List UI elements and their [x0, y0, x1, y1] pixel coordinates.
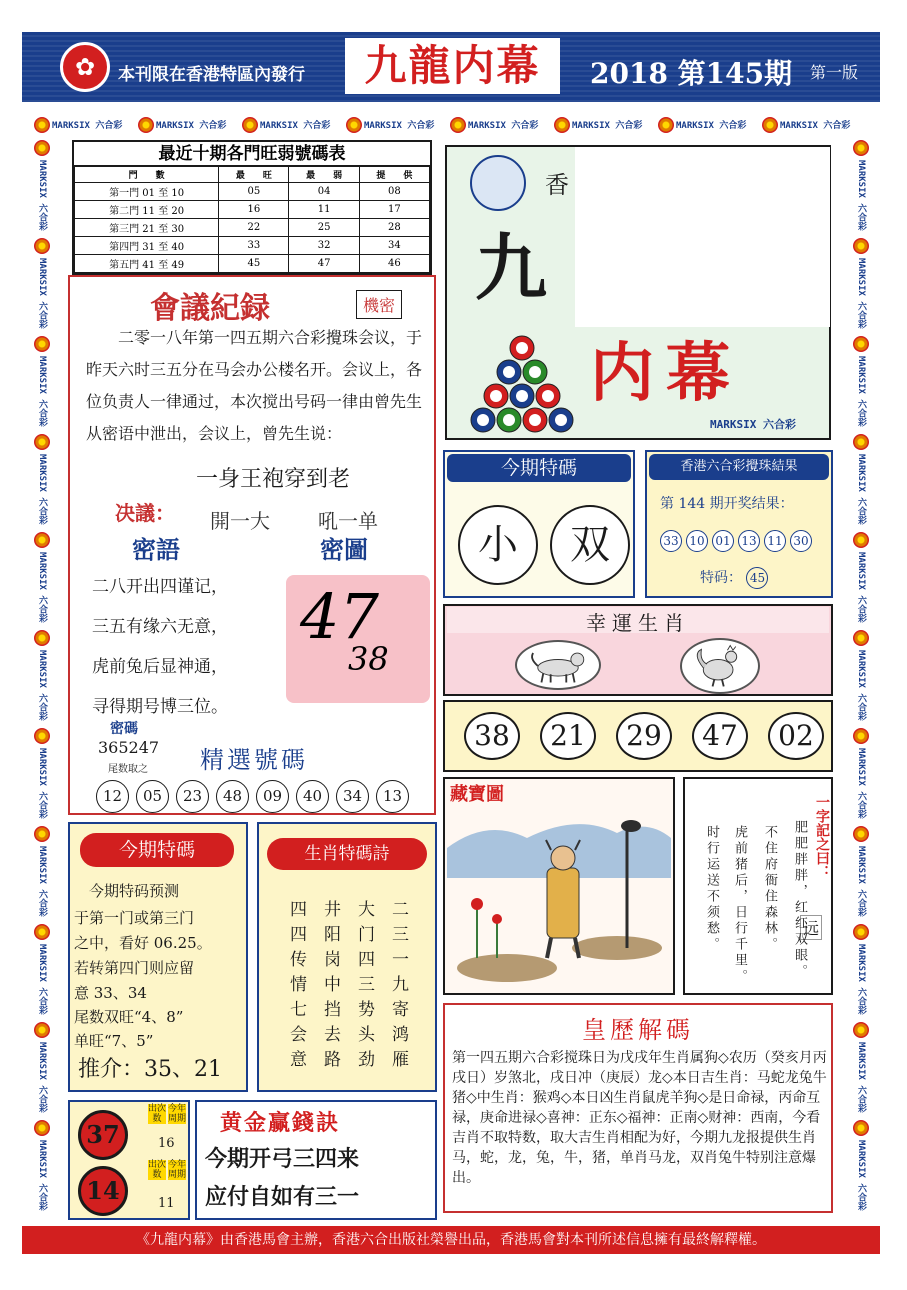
flower-icon: [34, 924, 50, 940]
word-column: 时行运送不须愁。: [704, 825, 719, 953]
table-cell: 25: [289, 219, 359, 237]
flower-icon: [853, 336, 869, 352]
flower-icon: [34, 140, 50, 156]
brand-text: MARKSIX 六合彩: [856, 748, 866, 819]
meeting-title: 會議紀録: [150, 291, 270, 326]
code-value: 365247: [98, 738, 160, 757]
flower-icon: [853, 1022, 869, 1038]
flower-icon: [853, 728, 869, 744]
draw-result-heading: 第 144 期开奖结果：: [660, 496, 794, 512]
code-label: 密碼: [110, 721, 138, 737]
table-cell: 17: [359, 201, 429, 219]
table-row: [75, 219, 430, 237]
poem-line: 三五有缘六无意，: [92, 617, 228, 637]
poster-text-xiang: 香: [545, 171, 569, 199]
prediction-line: 于第一门或第三门: [74, 909, 195, 927]
hk-emblem-logo: ✿: [60, 42, 110, 92]
poem-line: 虎前兔后显神通，: [92, 657, 228, 677]
table-cell: 08: [359, 183, 429, 201]
featured-number-ball: 02: [768, 712, 824, 760]
brand-text: MARKSIX 六合彩: [856, 356, 866, 427]
table-row: [75, 237, 430, 255]
table-cell: 28: [359, 219, 429, 237]
treasure-map-illustration: [447, 808, 671, 990]
col-header: 門 數: [75, 167, 219, 183]
emblem-icon: [470, 155, 526, 211]
result-ball: 01: [712, 530, 734, 552]
lottery-balls-pyramid-icon: [460, 330, 585, 435]
prediction-line: 之中，看好 06.25。: [74, 934, 212, 952]
special-code-title: 今期特碼: [447, 454, 631, 482]
poem-column: 大门四三势头劲: [354, 900, 374, 1075]
featured-number-ball: 47: [692, 712, 748, 760]
word-of-day-char: 远: [800, 915, 822, 940]
table-row: [75, 255, 430, 273]
flower-icon: [34, 728, 50, 744]
brand-text: MARKSIX 六合彩: [856, 552, 866, 623]
prediction-line: 今期特码预测: [74, 882, 180, 900]
selected-numbers-title: 精選號碼: [200, 746, 308, 774]
featured-number-ball: 38: [464, 712, 520, 760]
numbers-grid: [74, 166, 430, 273]
footer-disclaimer: 《九龍内幕》由香港馬會主辦，香港六合出版社榮譽出品，香港馬會對本刊所述信息擁有最終解釋權。: [22, 1226, 880, 1254]
result-ball: 13: [738, 530, 760, 552]
stat-ball: 37: [78, 1110, 128, 1160]
table-cell: 32: [289, 237, 359, 255]
flower-icon: [34, 1120, 50, 1136]
flower-icon: [34, 238, 50, 254]
flower-icon: [34, 117, 50, 133]
brand-text: MARKSIX 六合彩: [37, 650, 47, 721]
distribution-notice: 本刊限在香港特區內發行: [118, 65, 305, 85]
stat-ball: 14: [78, 1166, 128, 1216]
stat-value: 16: [158, 1136, 175, 1151]
brand-text: MARKSIX 六合彩: [856, 650, 866, 721]
flower-icon: [34, 630, 50, 646]
brand-text: MARKSIX 六合彩: [856, 454, 866, 525]
brand-text: MARKSIX 六合彩: [37, 1140, 47, 1211]
recommendation: 推介：35、21: [78, 1057, 222, 1082]
number-ball: 48: [216, 780, 249, 813]
brand-text: MARKSIX 六合彩: [156, 121, 227, 131]
treasure-map-title: 藏寶圖: [450, 784, 504, 805]
special-number: 45: [746, 567, 768, 589]
zodiac-poem-title: 生肖特碼詩: [267, 838, 427, 870]
brand-text: MARKSIX 六合彩: [780, 121, 851, 131]
flower-icon: [34, 434, 50, 450]
table-cell: 46: [359, 255, 429, 273]
flower-icon: [853, 630, 869, 646]
issue-number: 2018 第145期: [590, 57, 793, 90]
brand-text: MARKSIX 六合彩: [37, 748, 47, 819]
brand-text: MARKSIX 六合彩: [37, 552, 47, 623]
brand-text: MARKSIX 六合彩: [856, 846, 866, 917]
brand-text: MARKSIX 六合彩: [676, 121, 747, 131]
special-label: 特码：: [700, 570, 742, 586]
brand-text: MARKSIX 六合彩: [856, 1140, 866, 1211]
brand-text: MARKSIX 六合彩: [37, 944, 47, 1015]
poster-text-jiu: 九: [475, 225, 548, 310]
flower-icon: [242, 117, 258, 133]
table-cell: 34: [359, 237, 429, 255]
number-ball: 34: [336, 780, 369, 813]
stat-value: 11: [158, 1196, 175, 1211]
brand-text: MARKSIX 六合彩: [856, 258, 866, 329]
result-ball: 30: [790, 530, 812, 552]
table-cell: 22: [219, 219, 289, 237]
brand-text: MARKSIX 六合彩: [37, 1042, 47, 1113]
handwritten-hint-1: 開一大: [210, 509, 270, 533]
number-ball: 13: [376, 780, 409, 813]
number-ball: 23: [176, 780, 209, 813]
result-ball: 11: [764, 530, 786, 552]
flower-icon: [554, 117, 570, 133]
table-cell: 47: [289, 255, 359, 273]
flower-icon: [34, 1022, 50, 1038]
poem-column: 井阳岗中挡去路: [320, 900, 340, 1075]
table-cell: 11: [289, 201, 359, 219]
table-row: [75, 183, 430, 201]
stat-tag: 今年周期: [168, 1160, 187, 1180]
flower-icon: [853, 434, 869, 450]
flower-icon: [853, 826, 869, 842]
poster-text-mu: 内幕: [590, 336, 742, 411]
featured-number-ball: 21: [540, 712, 596, 760]
almanac-text: 第一四五期六合彩搅珠日为戊戌年生肖属狗◇农历（癸亥月丙戌日）岁煞北，戌日冲（庚辰）龙◇本日吉生肖：马蛇龙兔牛猪◇中生肖：猴鸡◇本日凶生肖鼠虎羊狗◇是日命禄，丙命互禄，庚命进禄◇喜神：正东◇福神：正南◇财神：西南，今看吉肖不取特数，取大吉生肖相配为好，今期九龙报提供生肖马，蛇，龙，兔，牛，猪，单肖马龙，双肖兔牛特别注意爆出。: [452, 1050, 827, 1186]
brand-text: MARKSIX 六合彩: [856, 1042, 866, 1113]
flower-icon: [34, 532, 50, 548]
brand-text: MARKSIX 六合彩: [37, 846, 47, 917]
edition-label: 第一版: [810, 63, 859, 82]
code-note: 尾数取之: [108, 764, 148, 775]
flower-icon: [853, 924, 869, 940]
brand-text: MARKSIX 六合彩: [364, 121, 435, 131]
brand-text: MARKSIX 六合彩: [37, 258, 47, 329]
number-ball: 40: [296, 780, 329, 813]
poster-blank-area: [575, 147, 830, 327]
flower-icon: [450, 117, 466, 133]
table-header-row: [75, 167, 430, 183]
almanac-title: 皇歷解碼: [582, 1016, 694, 1044]
brand-text: MARKSIX 六合彩: [856, 160, 866, 231]
masthead-title: 九龍内幕: [345, 38, 560, 94]
brand-text: MARKSIX 六合彩: [856, 944, 866, 1015]
special-even-ball: 双: [550, 505, 630, 585]
flower-icon: [853, 1120, 869, 1136]
word-column: 肥肥胖胖，红红双眼。: [792, 820, 807, 980]
poem-line: 二八开出四谨记，: [92, 577, 228, 597]
flower-icon: [34, 826, 50, 842]
flower-icon: [762, 117, 778, 133]
proverb-line: 一身王袍穿到老: [196, 467, 351, 492]
table-cell: 第二門 11 至 20: [75, 201, 219, 219]
poem-line: 寻得期号博三位。: [92, 697, 228, 717]
result-ball: 10: [686, 530, 708, 552]
flower-icon: [853, 532, 869, 548]
flower-icon: [34, 336, 50, 352]
word-column: 不住府衙住森林。: [762, 825, 777, 953]
brand-text: MARKSIX 六合彩: [37, 356, 47, 427]
table-cell: 05: [219, 183, 289, 201]
draw-special: [700, 567, 768, 589]
prediction-line: 单旺“7、5”: [74, 1032, 154, 1050]
brand-text: MARKSIX 六合彩: [260, 121, 331, 131]
flower-icon: [853, 140, 869, 156]
special-small-ball: 小: [458, 505, 538, 585]
meeting-text: 二零一八年第一四五期六合彩攪珠会议，于昨天六时三五分在马会办公楼名开。会议上，各位负责人一律通过，本次搅出号码一律由曾先生从密语中泄出，会议上，曾先生说：: [86, 328, 423, 443]
handwritten-number: 47: [300, 580, 379, 653]
gold-tip-title: 黄金赢錢訣: [220, 1110, 341, 1136]
table-cell: 04: [289, 183, 359, 201]
handwritten-number-2: 38: [348, 640, 389, 678]
col-header: 最 弱: [289, 167, 359, 183]
dog-icon: [515, 640, 601, 690]
number-ball: 05: [136, 780, 169, 813]
table-title: 最近十期各門旺弱號碼表: [74, 142, 430, 166]
secret-words-label: 密語: [132, 535, 180, 564]
prediction-line: 意 33、34: [74, 984, 147, 1002]
stat-tag: 出次数: [148, 1160, 167, 1180]
table-cell: 第四門 31 至 40: [75, 237, 219, 255]
stat-tag: 今年周期: [168, 1104, 187, 1124]
number-ball: 09: [256, 780, 289, 813]
gold-tip-line: 今期开弓三四来: [205, 1146, 360, 1172]
prediction-line: 尾数双旺“4、8”: [74, 1008, 184, 1026]
word-of-day-title: 一字記之曰：: [814, 795, 830, 879]
brand-text: MARKSIX 六合彩: [37, 454, 47, 525]
table-cell: 第一門 01 至 10: [75, 183, 219, 201]
poem-column: 四四传情七会意: [286, 900, 306, 1075]
flower-icon: [658, 117, 674, 133]
flower-icon: [138, 117, 154, 133]
table-cell: 16: [219, 201, 289, 219]
result-ball: 33: [660, 530, 682, 552]
number-ball: 12: [96, 780, 129, 813]
featured-number-ball: 29: [616, 712, 672, 760]
table-cell: 第三門 21 至 30: [75, 219, 219, 237]
brand-text: MARKSIX 六合彩: [52, 121, 123, 131]
brand-text: MARKSIX 六合彩: [572, 121, 643, 131]
table-cell: 第五門 41 至 49: [75, 255, 219, 273]
prediction-line: 若转第四门则应留: [74, 959, 195, 977]
lucky-zodiac-title: 幸運生肖: [447, 607, 829, 633]
special-prediction-title: 今期特碼: [80, 833, 234, 867]
draw-result-title: 香港六合彩攪珠結果: [649, 454, 829, 480]
handwritten-hint-2: 吼一单: [318, 509, 378, 533]
secret-picture-label: 密圖: [320, 535, 368, 564]
table-cell: 33: [219, 237, 289, 255]
flower-icon: [346, 117, 362, 133]
col-header: 最 旺: [219, 167, 289, 183]
table-cell: 45: [219, 255, 289, 273]
word-column: 虎前猪后，日行千里。: [732, 825, 747, 985]
resolution-label: 决議：: [115, 501, 175, 525]
table-row: [75, 201, 430, 219]
poster-brand: MARKSIX 六合彩: [710, 418, 796, 431]
rooster-icon: [680, 638, 760, 694]
gold-tip-line: 应付自如有三一: [205, 1184, 360, 1210]
confidential-tag: 機密: [356, 290, 402, 319]
stat-tag: 出次数: [148, 1104, 167, 1124]
poem-column: 二三一九寄鸿雁: [388, 900, 408, 1075]
col-header: 提 供: [359, 167, 429, 183]
brand-text: MARKSIX 六合彩: [468, 121, 539, 131]
hot-cold-numbers-table: [72, 140, 432, 275]
brand-text: MARKSIX 六合彩: [37, 160, 47, 231]
flower-icon: [853, 238, 869, 254]
